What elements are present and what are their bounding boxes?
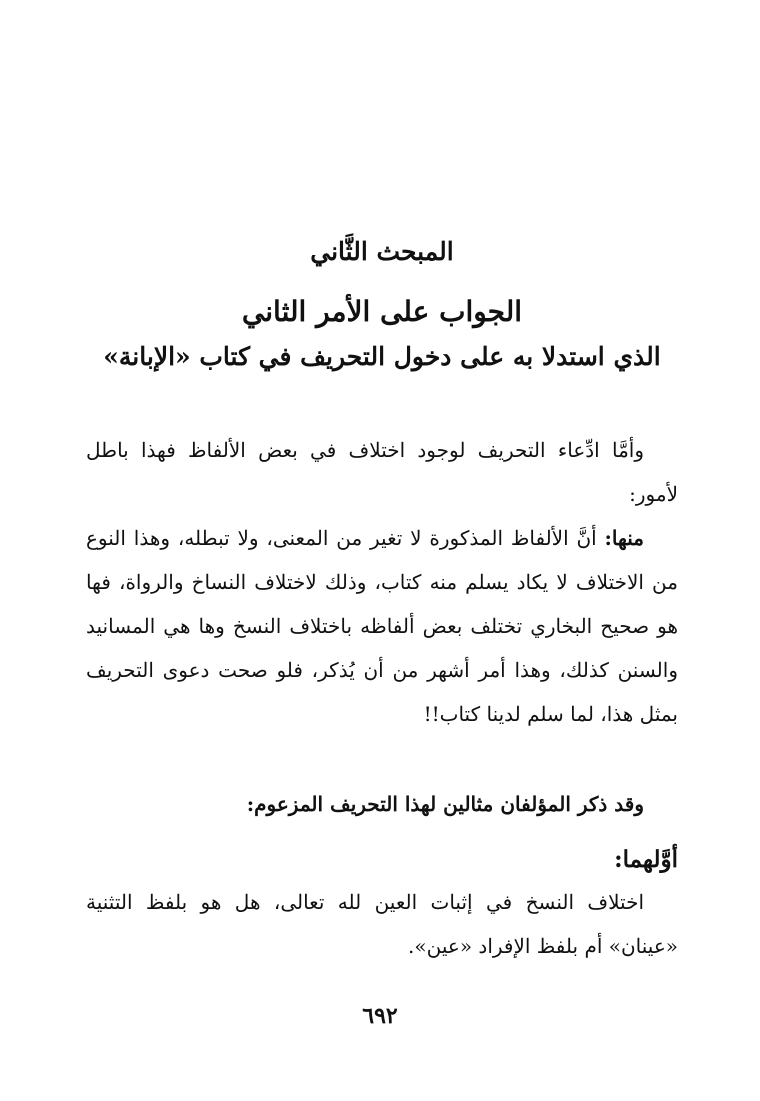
section-title: المبحث الثَّاني (310, 237, 454, 266)
paragraph-first-reason (86, 516, 678, 736)
sub-title: الذي استدلا به على دخول التحريف في كتاب «الإبانة» (103, 342, 661, 371)
paragraph-first-example (86, 880, 678, 968)
paragraph-first-example-text: اختلاف النسخ في إثبات العين لله تعالى، هل هو بلفظ التثنية «عينان» أم بلفظ الإفراد «عين». (86, 890, 678, 958)
main-title: الجواب على الأمر الثاني (241, 295, 523, 328)
paragraph-two-examples (86, 782, 678, 826)
page-number: ٦٩٢ (362, 1003, 398, 1029)
paragraph-intro (86, 428, 678, 516)
first-example-heading: أوَّلهما: (614, 846, 678, 873)
paragraph-two-examples-text: وقد ذكر المؤلفان مثالين لهذا التحريف المزعوم: (246, 792, 644, 816)
paragraph-first-reason-text: أنَّ الألفاظ المذكورة لا تغير من المعنى، ولا تبطله، وهذا النوع من الاختلاف لا يكاد يسلم منه كتاب، وذلك لاختلاف النساخ والرواة، فها هو صحيح البخاري تختلف بعض ألفاظه باختلاف النسخ وها هي المسانيد والسنن كذلك، وهذا أمر أشهر من أن يُذكر، فلو صحت دعوى التحريف بمثل هذا، لما سلم لدينا كتاب!! (86, 526, 678, 726)
paragraph-intro-text: وأمَّا ادِّعاء التحريف لوجود اختلاف في بعض الألفاظ فهذا باطل لأمور: (86, 438, 678, 506)
paragraph-lead: منها: (604, 526, 644, 550)
